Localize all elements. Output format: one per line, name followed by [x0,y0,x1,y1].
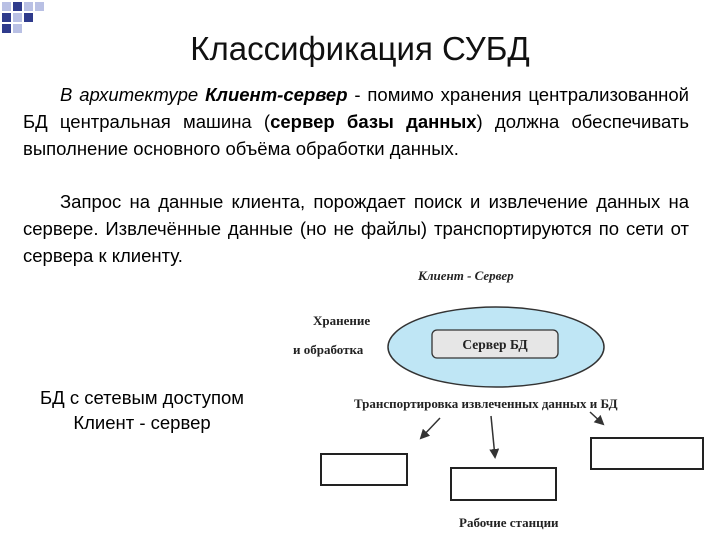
arrow-center [491,416,495,457]
diagram-title: Клиент - Сервер [418,268,514,283]
workstation-box-left [321,454,407,485]
para1-part5: ) должна обеспечивать выполнение основного объёма обработки данных. [23,111,689,159]
para2-text: Запрос на данные клиента, порождает поиск и извлечение данных на сервере. Извлечённые данные (но не файлы) транспортируются по сети от сервера к клиенту. [23,191,689,266]
workstation-box-center [451,468,556,500]
storage-label-line1: Хранение [313,313,371,328]
para1-term-client-server: Клиент-сервер [205,84,348,105]
para1-part3: - помимо хранения централизованной БД центральная машина ( [23,84,690,132]
para1-term-db-server: сервер базы данных [270,111,477,132]
server-label: Сервер БД [462,337,528,352]
para1-part1: В архитектуре [60,84,199,105]
arrow-right [590,412,603,424]
arrow-left [421,418,440,438]
workstation-box-right [591,438,703,469]
workstations-label: Рабочие станции [459,515,559,530]
slide-title: Классификация СУБД [190,30,530,67]
caption-line2: Клиент - сервер [73,412,211,433]
caption-line1: БД с сетевым доступом [40,387,244,408]
transport-label: Транспортировка извлеченных данных и БД [354,396,618,411]
storage-label-line2: и обработка [293,342,364,357]
